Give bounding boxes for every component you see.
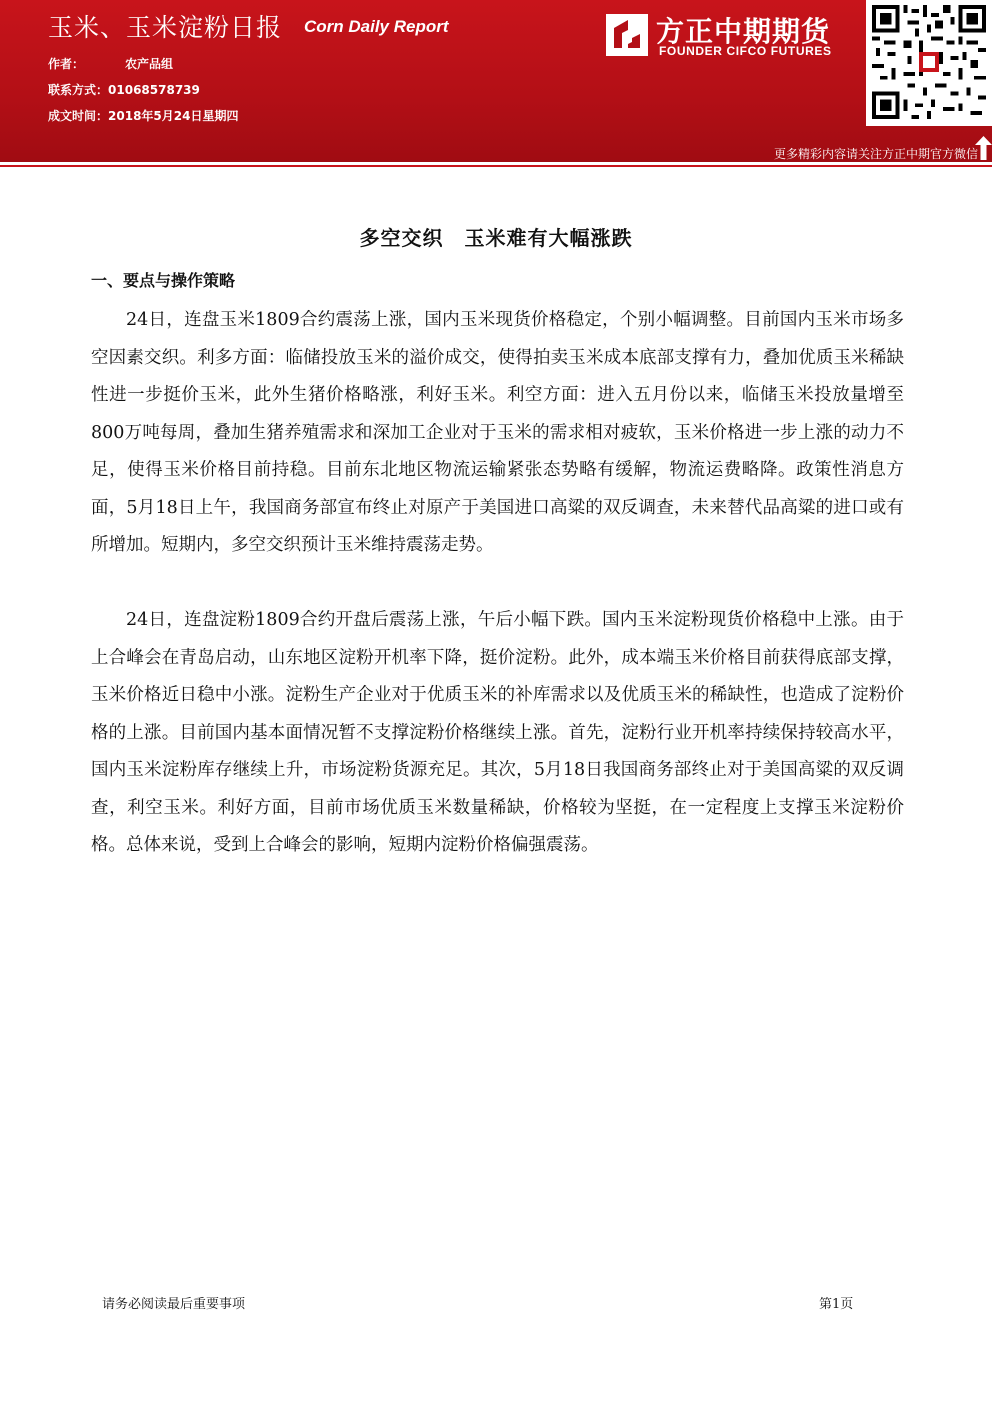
contact-value: 01068578739 [108,83,200,97]
report-title-en: Corn Daily Report [304,17,449,36]
report-title-cn: 玉米、玉米淀粉日报 [48,13,283,42]
arrow-up-icon [975,136,992,160]
date-label: 成文时间： [48,109,109,123]
wechat-follow-note: 更多精彩内容请关注方正中期官方微信 [773,147,978,161]
body-paragraph-corn: 24日，连盘玉米1809合约震荡上涨，国内玉米现货价格稳定，个别小幅调整。目前国内玉米市场多空因素交织。利多方面：临储投放玉米的溢价成交，使得拍卖玉米成本底部支撑有力，叠加优质玉米稀缺性进一步挺价玉米，此外生猪价格略涨，利好玉米。利空方面：进入五月份以来，临储玉米投放量增至800万吨每周，叠加生猪养殖需求和深加工企业对于玉米的需求相对疲软，玉米价格进一步上涨的动力不足，使得玉米价格目前持稳。目前东北地区物流运输紧张态势略有缓解，物流运费略降。政策性消息方面，5月18日上午，我国商务部宣布终止对原产于美国进口高粱的双反调查，未来替代品高粱的进口或有所增加。短期内，多空交织预计玉米维持震荡走势。 [91,310,904,555]
page-number: 第1页 [819,1297,854,1312]
document-title: 多空交织 玉米难有大幅涨跌 [359,226,633,250]
contact-label: 联系方式： [48,83,109,97]
logo-text-cn: 方正中期期货 [656,15,831,48]
author-line [48,55,174,72]
qr-code-icon [872,5,986,119]
logo-mark-icon [606,14,648,56]
date-line [48,107,238,124]
logo-text-en: FOUNDER CIFCO FUTURES [659,44,832,58]
date-value: 2018年5月24日星期四 [108,109,239,123]
section-heading: 一、要点与操作策略 [91,271,236,290]
author-label: 作者： [48,57,85,71]
body-paragraph-starch: 24日，连盘淀粉1809合约开盘后震荡上涨，午后小幅下跌。国内玉米淀粉现货价格稳中上涨。由于上合峰会在青岛启动，山东地区淀粉开机率下降，挺价淀粉。此外，成本端玉米价格目前获得底部支撑，玉米价格近日稳中小涨。淀粉生产企业对于优质玉米的补库需求以及优质玉米的稀缺性，也造成了淀粉价格的上涨。目前国内基本面情况暂不支撑淀粉价格继续上涨。首先，淀粉行业开机率持续保持较高水平，国内玉米淀粉库存继续上升，市场淀粉货源充足。其次，5月18日我国商务部终止对于美国高粱的双反调查，利空玉米。利好方面，目前市场优质玉米数量稀缺，价格较为坚挺，在一定程度上支撑玉米淀粉价格。总体来说，受到上合峰会的影响，短期内淀粉价格偏强震荡。 [91,610,904,855]
wechat-qr-code [866,0,992,126]
header-divider [0,165,992,167]
footer-disclaimer-note: 请务必阅读最后重要事项 [102,1297,246,1312]
contact-line [48,81,200,98]
company-logo [606,10,861,62]
author-value: 农产品组 [125,57,174,71]
report-header [0,0,992,162]
